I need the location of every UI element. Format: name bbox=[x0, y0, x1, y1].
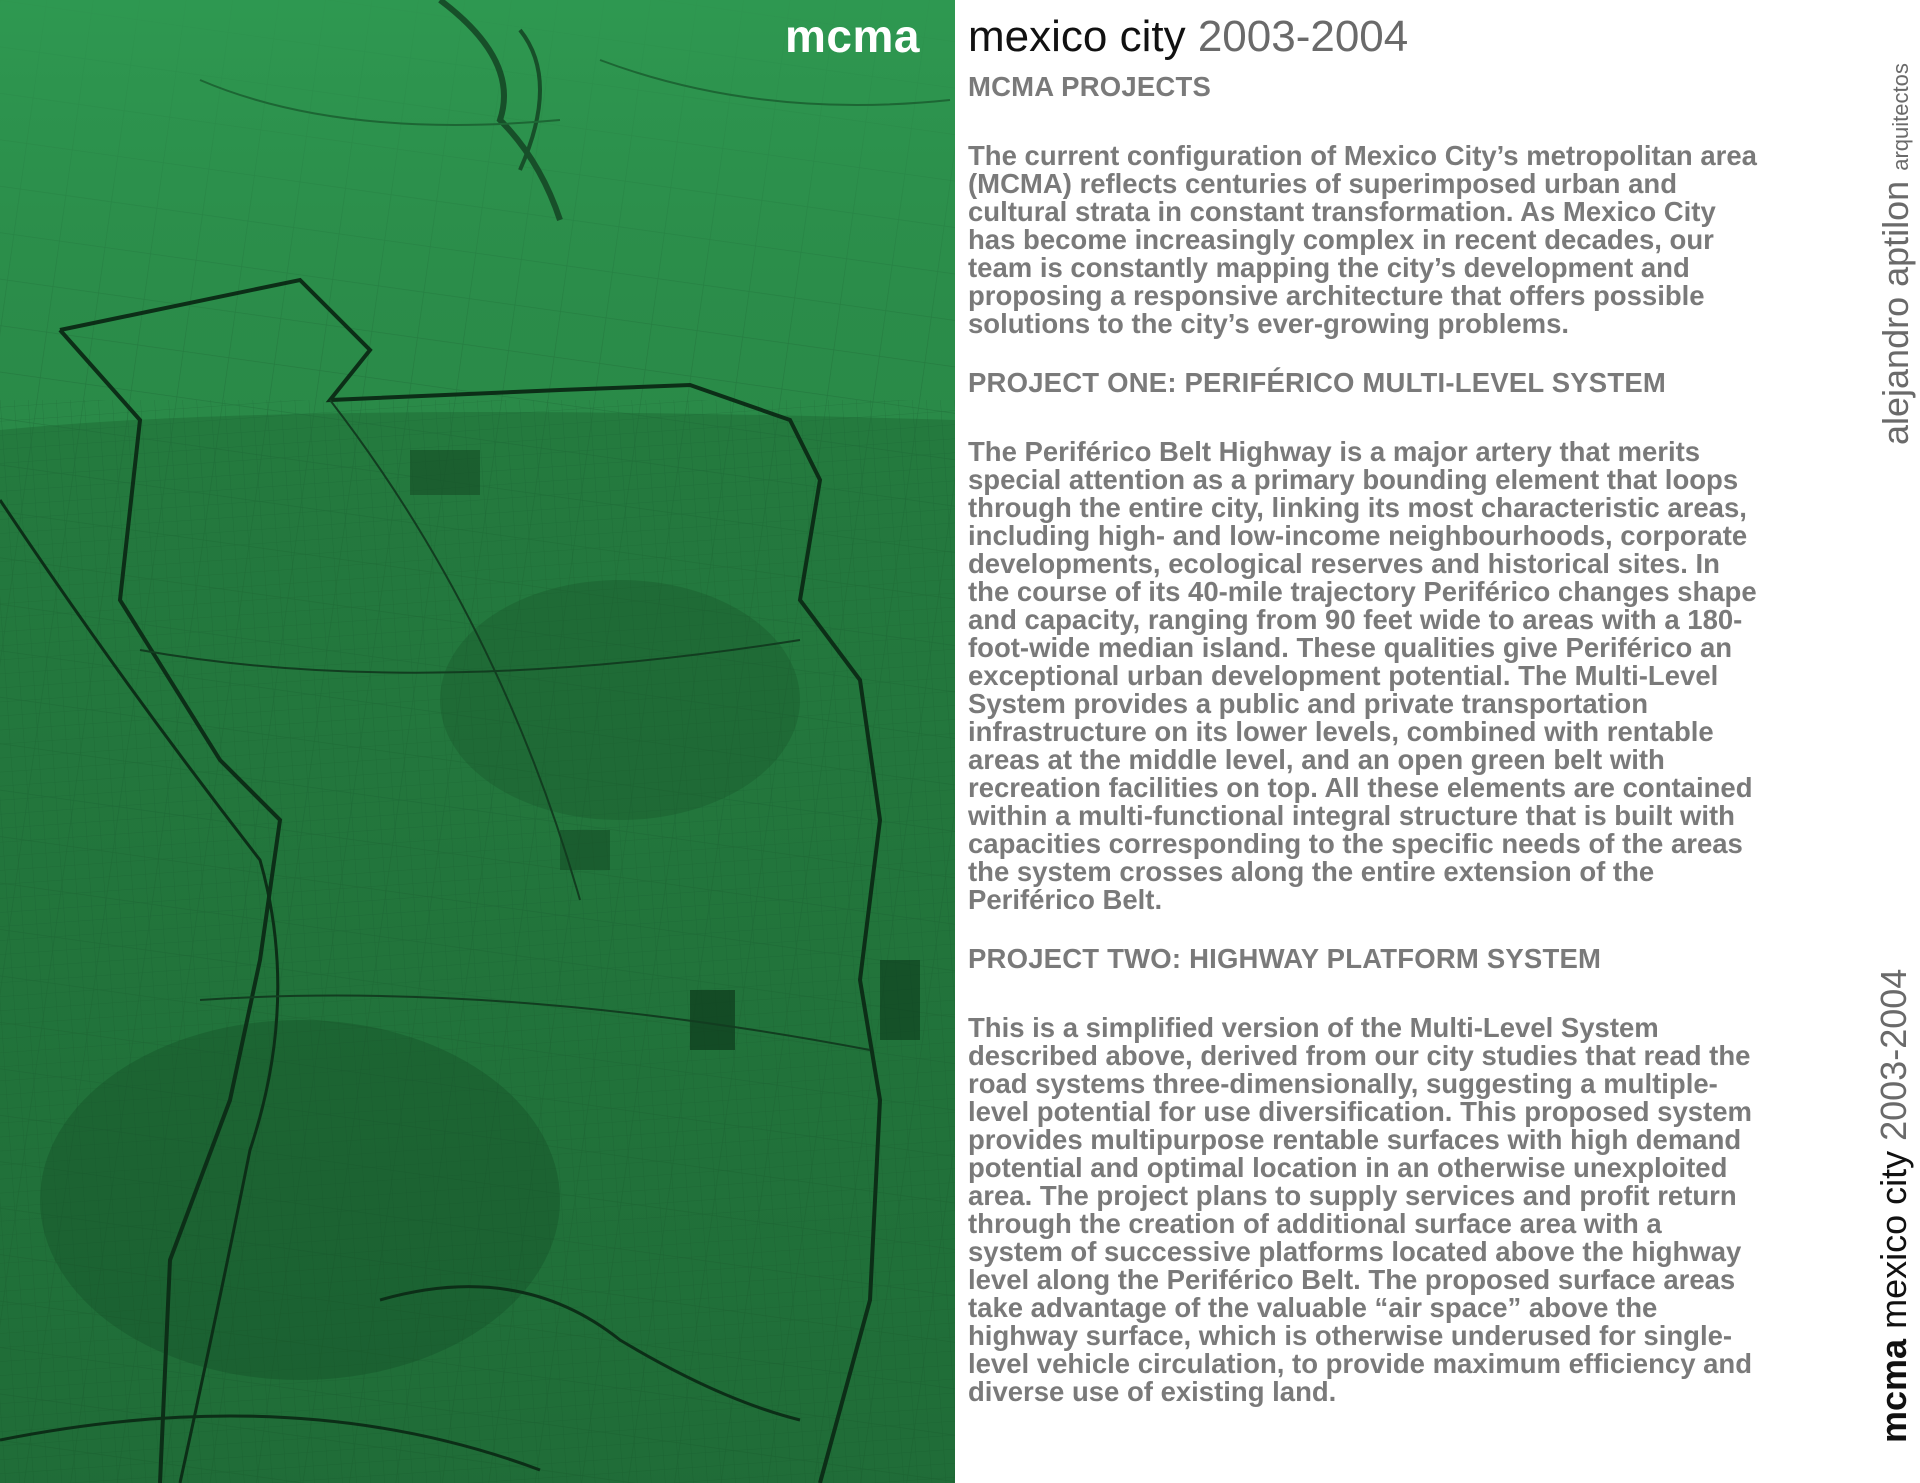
city-map-graphic bbox=[0, 0, 955, 1483]
author-name: alejandro aptilon bbox=[1875, 180, 1916, 445]
spine-brand: mcma bbox=[1873, 1338, 1914, 1443]
project-two-body: This is a simplified version of the Multi-Level System described above, derived from our city studies that read the road systems three-dimensionally, suggesting a multiple-level potential for use diversification. This proposed system provides multipurpose rentable surfaces with high demand potential and optimal location in an otherwise unexploited area. The project plans to supply services and profit return through the creation of additional surface area with a system of successive platforms located above the highway level along the Periférico Belt. The proposed surface areas take advantage of the valuable “air space” above the highway surface, which is otherwise underused for single-level vehicle circulation, to provide maximum efficiency and diverse use of existing land. bbox=[968, 1012, 1753, 1407]
project-one-body: The Periférico Belt Highway is a major artery that merits special attention as a primary bounding element that loops through the entire city, linking its most characteristic areas, including high- and low-income neighbourhoods, corporate developments, ecological reserves and historical sites. In the course of its 40-mile trajectory Periférico changes shape and capacity, ranging from 90 feet wide to areas with a 180-foot-wide median island. These qualities give Periférico an exceptional urban development potential. The Multi-Level System provides a public and private transportation infrastructure on its lower levels, combined with rentable areas at the middle level, and an open green belt with recreation facilities on top. All these elements are contained within a multi-functional integral structure that is built with capacities corresponding to the specific needs of the areas the system crosses along the entire extension of the Periférico Belt. bbox=[968, 436, 1757, 915]
title-years: 2003-2004 bbox=[1197, 12, 1409, 61]
spine-title: mexico city bbox=[1873, 1150, 1914, 1329]
brand-logo-text: mcma bbox=[785, 10, 920, 62]
spine-years: 2003-2004 bbox=[1873, 968, 1914, 1141]
author-vertical-label bbox=[1876, 63, 1920, 445]
section-title: MCMA PROJECTS bbox=[968, 71, 1211, 102]
project-one-heading: PROJECT ONE: PERIFÉRICO MULTI-LEVEL SYSTEM bbox=[968, 367, 1666, 398]
article-body bbox=[968, 70, 1758, 1406]
spine-vertical-label bbox=[1874, 969, 1914, 1443]
intro-paragraph: The current configuration of Mexico City’s metropolitan area (MCMA) reflects centuries of superimposed urban and cultural strata in constant transformation. As Mexico City has become increasingly complex in recent decades, our team is constantly mapping the city’s development and proposing a responsive architecture that offers possible solutions to the city’s ever-growing problems. bbox=[968, 140, 1757, 339]
city-map-image bbox=[0, 0, 955, 1483]
title-city: mexico city bbox=[968, 12, 1186, 61]
page-title bbox=[968, 10, 1408, 64]
author-role: arquitectos bbox=[1888, 63, 1913, 171]
project-two-heading: PROJECT TWO: HIGHWAY PLATFORM SYSTEM bbox=[968, 943, 1602, 974]
